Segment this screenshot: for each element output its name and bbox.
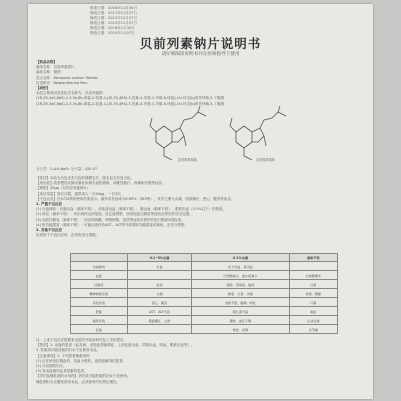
text-line: 【适应症】改善慢性动脉闭塞性疾病引起的溃疡、间歇性跛行、疼痛和冷感等症状。: [36, 181, 166, 186]
table-row: [71, 298, 338, 307]
text-line: 2. 妊娠或可能妊娠的妇女不宜使用本品。: [36, 348, 100, 353]
text-line: 【孕妇及哺乳期妇女用药】孕妇或可能妊娠的妇女不宜使用。: [36, 374, 131, 379]
revision-dates: [90, 6, 137, 35]
text-line: 哺乳期妇女应避免使用本品，必须使用时应停止哺乳。: [36, 379, 120, 384]
text-line: 【禁忌】1. 出血的患者（血友病、毛细血管脆弱症、上消化道出血、尿路出血、咯血、眼底出血等）。: [36, 343, 195, 348]
table-cell: 湿疹、荨麻疹、瘙痒: [192, 280, 289, 289]
description-block: [36, 176, 234, 238]
text-line: 本品主要成份及其化学名称为：贝前列素钠: [36, 91, 103, 96]
table-cell: [127, 325, 192, 334]
table-cell: 出血倾向: [71, 262, 128, 271]
table-cell: 皮下出血、鼻出血: [192, 262, 289, 271]
instruction-sheet: [28, 4, 373, 399]
footer-block: [36, 338, 194, 385]
text-line: 汉语拼音：Beiqianliesuna Pian: [36, 80, 88, 85]
table-cell: 黄疸: [289, 307, 338, 316]
table-cell: 关节痛: [289, 325, 338, 334]
table-cell: 红斑: [289, 280, 338, 289]
document-subtitle: 请仔细阅读说明书并在医师指导下使用: [161, 52, 240, 57]
text-line: (3) 间质性肺炎（频率不明）：如出现咳嗽、呼吸困难、发热等症状应停药并进行胸部X线检查。: [36, 217, 185, 222]
text-line: 【规格】20μg（以贝前列素钠计）: [36, 186, 91, 191]
table-cell: 出血: [127, 262, 192, 271]
table-cell: 头痛: [127, 289, 192, 298]
table-row: [71, 262, 338, 271]
table-row: [71, 307, 338, 316]
drug-info-block: [36, 60, 224, 107]
text-line: 通用名称：贝前列素钠片: [36, 65, 75, 70]
text-line: 【性状】本品为白色至类白色的薄膜衣片，除去包衣后显白色。: [36, 176, 134, 180]
table-cell: 潮热、血压下降: [192, 316, 289, 325]
table-cell: [127, 271, 192, 280]
date-line: 修改日期：2012年12月07日: [90, 15, 138, 20]
text-line: (1R,2R,3aS,8bS)-2,3,3a,8b-四氢-2-羟基-1-[(E,3S,4RS)-3-羟基-4-甲基-1-辛烯-6-炔基]-1H-环戊[b]苯并呋喃-5-丁酸钠: [36, 101, 225, 106]
date-line: 修改日期：2015年12月07日: [90, 20, 138, 25]
table-row: [71, 280, 338, 289]
table-row: [71, 289, 338, 298]
formula-line: 分子式：C₂₄H₂₉NaO₅ 分子量：420.47: [36, 167, 97, 171]
column-header: 频率不明: [289, 254, 338, 262]
table-cell: 眩晕、头晕、失眠: [192, 289, 289, 298]
section-heading: 【成份】: [36, 86, 50, 91]
date-line: 修改日期：2011年11月07日: [90, 10, 138, 15]
table-cell: 口渴: [289, 298, 338, 307]
table-cell: 过敏症: [71, 280, 128, 289]
text-line: (2) 休克（频率不明）：有出现休克的报道，应注意观察，如发现血压降低等症状应停药并适当处置。: [36, 212, 193, 217]
table-cell: 恍惚、嗜睡: [289, 289, 338, 298]
table-cell: 肝脏: [71, 307, 128, 316]
table-cell: 其他: [71, 325, 128, 334]
table-row: [71, 271, 338, 280]
table-cell: 皮疹: [127, 280, 192, 289]
table-cell: [289, 262, 338, 271]
text-line: 英文名称：Beraprost sodium Tablets: [36, 75, 98, 80]
column-header: 0.1~5%未满: [127, 254, 192, 262]
text-line: (4) 肝功能损害（频率不明）：可能出现伴有AST、ALT等升高的肝功能损害或黄疸，应充分观察。: [36, 222, 188, 227]
adverse-reaction-table: [70, 253, 338, 334]
table-cell: 红细胞减少、血小板减少: [192, 271, 289, 280]
text-line: (1R,2R,3aS,8bS)-2,3,3a,8b-四氢-2-羟基-1-[(E,3S,4RS)-3-羟基-4-甲基-1-辛烯-6-炔基]-1H-环戊[b]苯并呋喃-5-丁酸钠: [36, 96, 225, 101]
text-line: 注：上述不良反应数据来自国内外临床研究及上市后报告。: [36, 338, 127, 342]
table-cell: 颜面潮红、心悸: [127, 316, 192, 325]
table-cell: 循环系统: [71, 316, 128, 325]
table-header-row: [71, 254, 338, 262]
text-line: 【注意事项】1. 下列患者慎重用药：: [36, 353, 93, 358]
table-cell: 胆红素升高: [192, 307, 289, 316]
section-heading: 2. 其他不良反应: [36, 228, 62, 233]
text-line: (1) 正在使用抗凝血药、抗血小板药、血栓溶解剂的患者。: [36, 358, 127, 363]
column-header: 0.1%未满: [192, 254, 289, 262]
section-heading: 1. 严重不良反应: [36, 202, 62, 207]
date-line: 修改日期：2018年1月30日: [90, 25, 135, 30]
table-row: [71, 325, 338, 334]
structure-caption: 及对映异构体: [178, 158, 198, 162]
text-line: 商品名称：德纳: [36, 70, 61, 75]
text-line: 【不良反应】在5722例的使用结果显示，副作用发现率为6.69%（383例），其中主要为头痛、面部潮红、恶心、腹泻等症状。: [36, 196, 235, 201]
text-line: 【用法用量】饭后口服，通常成人一次40μg，一日3次。: [36, 191, 125, 196]
text-line: (3) 有出血倾向及其因素的患者。: [36, 369, 88, 374]
date-line: 修改日期：2019年1月07日: [90, 30, 135, 35]
table-cell: 心动过速: [289, 316, 338, 325]
date-line: 核准日期：2006年11月06日: [90, 6, 138, 10]
table-cell: AST、ALT升高: [127, 307, 192, 316]
structure-caption: 及对映异构体: [256, 158, 276, 162]
section-heading: 【药品名称】: [36, 60, 57, 64]
table-cell: 白细胞增多: [289, 271, 338, 280]
table-cell: 食欲不振、腹痛、呕吐: [192, 298, 289, 307]
table-cell: 消化系统: [71, 298, 128, 307]
document-title: 贝前列素钠片说明书: [139, 36, 262, 51]
table-cell: 精神神经系统: [71, 289, 128, 298]
table-cell: 倦怠、浮肿: [192, 325, 289, 334]
table-cell: 血液: [71, 271, 128, 280]
table-row: [71, 316, 338, 325]
text-line: 出现如下不良反应时，应采取适当措施。: [36, 233, 99, 238]
text-line: (1) 出血倾向：有脑出血（频率不明）、消化道出血（频率不明）、肺出血（频率不明）、眼底出血（0.1%以下）的报道。: [36, 207, 226, 212]
text-line: (2) 月经期的妇女。: [36, 364, 67, 369]
table-cell: 恶心、腹泻: [127, 298, 192, 307]
column-header: [71, 254, 128, 262]
chemical-structure-diagram: [138, 104, 308, 164]
